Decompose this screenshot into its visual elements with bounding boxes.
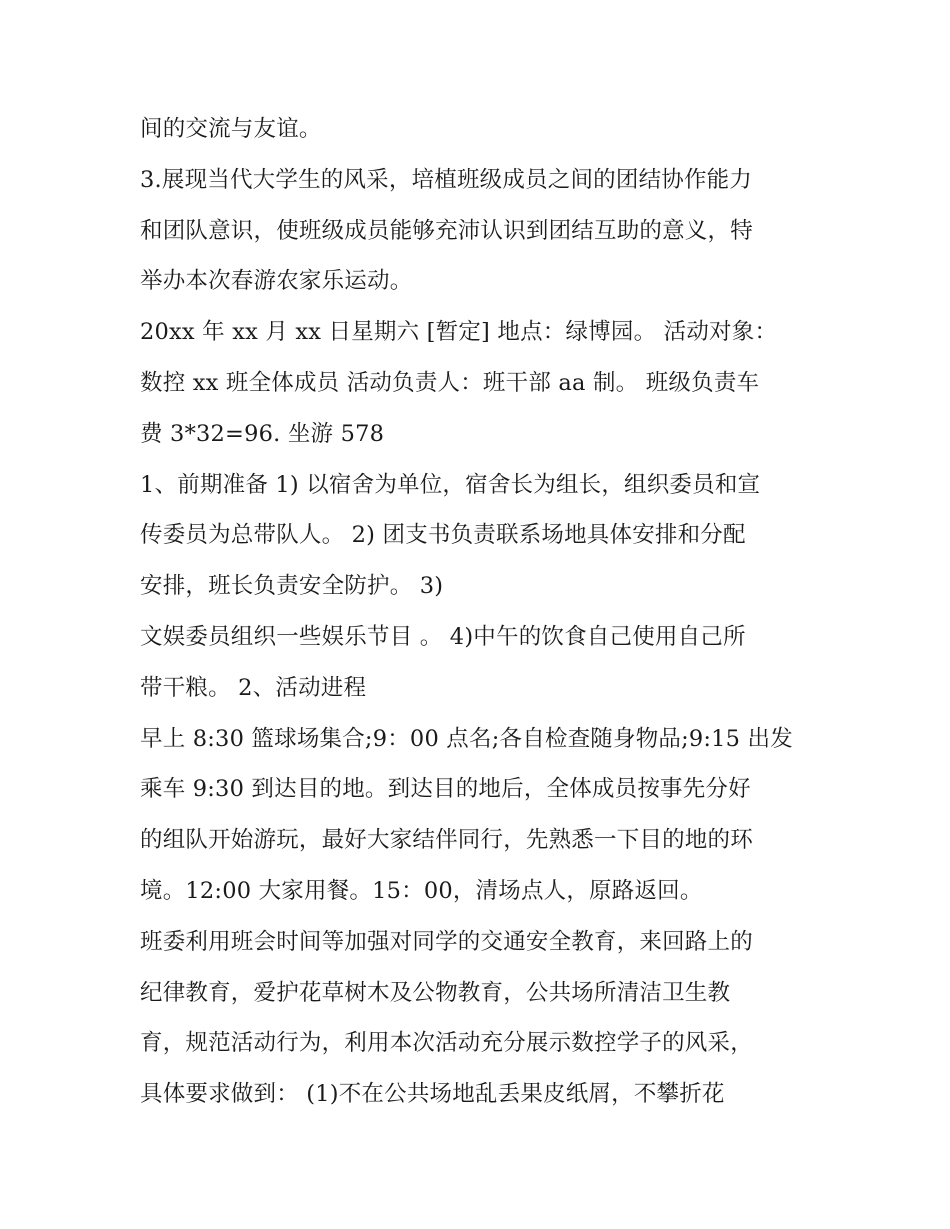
text-line: 文娱委员组织一些娱乐节目 。 4)中午的饮食自己使用自己所 [140, 623, 746, 650]
text-line: 1、前期准备 1) 以宿舍为单位，宿舍长为组长，组织委员和宣 [140, 471, 761, 498]
text-line: 早上 8:30 篮球场集合;9：00 点名;各自检查随身物品;9:15 出发 [140, 725, 793, 752]
text-line: 班委利用班会时间等加强对同学的交通安全教育，来回路上的 [140, 928, 753, 955]
text-line: 具体要求做到： (1)不在公共场地乱丢果皮纸屑，不攀折花 [140, 1081, 725, 1108]
text-line: 间的交流与友谊。 [140, 116, 322, 142]
text-line: 育，规范活动行为，利用本次活动充分展示数控学子的风采， [140, 1030, 753, 1057]
text-line: 带干粮。 2、活动进程 [140, 674, 367, 701]
text-line: 的组队开始游玩，最好大家结伴同行，先熟悉一下目的地的环 [140, 827, 753, 854]
text-line: 和团队意识，使班级成员能够充沛认识到团结互助的意义，特 [140, 217, 753, 244]
text-line: 境。12:00 大家用餐。15：00，清场点人，原路返回。 [140, 877, 703, 904]
text-line: 数控 xx 班全体成员 活动负责人：班干部 aa 制。 班级负责车 [140, 369, 760, 396]
text-line: 20xx 年 xx 月 xx 日星期六 [暂定] 地点：绿博园。 活动对象： [140, 319, 778, 346]
text-line: 举办本次春游农家乐运动。 [140, 268, 413, 295]
text-line: 乘车 9:30 到达目的地。到达目的地后，全体成员按事先分好 [140, 776, 751, 803]
text-line: 费 3*32=96. 坐游 578 [140, 420, 385, 447]
text-line: 3.展现当代大学生的风采，培植班级成员之间的团结协作能力 [140, 166, 753, 193]
text-line: 安排，班长负责安全防护。 3) [140, 573, 444, 600]
text-line: 纪律教育，爱护花草树木及公物教育，公共场所清洁卫生教 [140, 979, 731, 1006]
document-body [140, 104, 820, 1120]
text-line: 传委员为总带队人。 2) 团支书负责联系场地具体安排和分配 [140, 522, 746, 549]
